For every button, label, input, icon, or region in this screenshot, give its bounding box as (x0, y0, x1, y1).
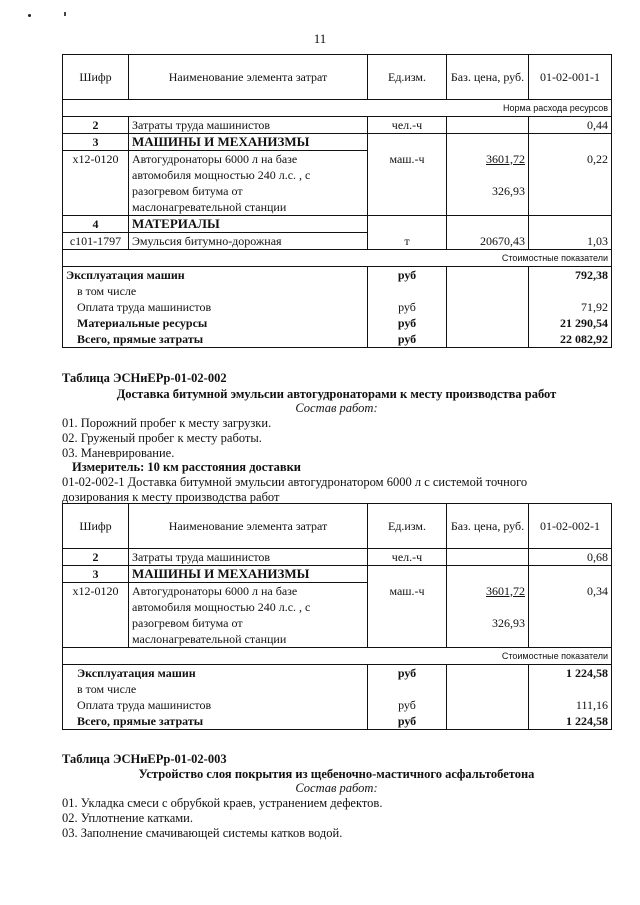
row-number: 2 (63, 549, 129, 566)
row-value: 1,03 (529, 233, 612, 250)
row-name-line: автомобиля мощностью 240 л.с. , с (132, 168, 311, 182)
total-unit: руб (368, 665, 447, 682)
work-step: 03. Маневрирование. (62, 446, 175, 460)
total-label: Материальные ресурсы (63, 315, 368, 331)
work-step: 01. Укладка смеси с обрубкой краев, устранением дефектов. (62, 796, 383, 810)
total-row (63, 315, 612, 331)
work-step: 01. Порожний пробег к месту загрузки. (62, 416, 272, 430)
row-name (129, 583, 368, 648)
row-name-line: маслонагревательной станции (132, 200, 287, 214)
total-unit: руб (368, 713, 447, 730)
total-label: Эксплуатация машин (63, 267, 368, 284)
row-name (129, 151, 368, 216)
row-name-line: разогревом битума от (132, 616, 243, 630)
total-value: 1 224,58 (529, 665, 612, 682)
total-row (63, 283, 612, 299)
row-code: с101-1797 (63, 233, 129, 250)
row-code: х12-0120 (63, 151, 129, 216)
total-value: 21 290,54 (529, 315, 612, 331)
price-labor: 326,93 (492, 183, 525, 198)
section-title: МАШИНЫ И МЕХАНИЗМЫ (129, 566, 368, 583)
col-header-norm-code: 01-02-002-1 (529, 504, 612, 549)
section-row (63, 134, 612, 151)
total-row (63, 299, 612, 315)
table-header-row (63, 55, 612, 100)
page-number: 11 (313, 31, 327, 46)
row-unit: чел.-ч (368, 117, 447, 134)
price-machine: 3601,72 (486, 151, 525, 166)
scan-mark (28, 14, 31, 17)
row-name: Эмульсия битумно-дорожная (129, 233, 368, 250)
total-label: в том числе (63, 283, 368, 299)
col-header-norm-code: 01-02-001-1 (529, 55, 612, 100)
row-price (447, 151, 529, 216)
total-row (63, 713, 612, 730)
row-price (447, 549, 529, 566)
total-label: Всего, прямые затраты (63, 331, 368, 348)
section-title: МАТЕРИАЛЫ (129, 216, 368, 233)
total-row (63, 665, 612, 682)
row-unit: т (368, 233, 447, 250)
total-row (63, 267, 612, 284)
resource-table-1 (62, 54, 612, 348)
row-price (447, 583, 529, 648)
total-label: Оплата труда машинистов (63, 299, 368, 315)
cost-label: Стоимостные показатели (63, 250, 612, 267)
row-value: 0,22 (529, 151, 612, 216)
table-header-row (63, 504, 612, 549)
row-unit: маш.-ч (368, 583, 447, 648)
section-row (63, 216, 612, 233)
col-header-unit: Ед.изм. (368, 55, 447, 100)
meter: Измеритель: 10 км расстояния доставки (72, 460, 302, 474)
total-value: 111,16 (529, 697, 612, 713)
total-label: в том числе (63, 681, 368, 697)
row-value: 0,68 (529, 549, 612, 566)
row-price (447, 117, 529, 134)
row-price: 20670,43 (447, 233, 529, 250)
row-unit: чел.-ч (368, 549, 447, 566)
work-step: 03. Заполнение смачивающей системы катков водой. (62, 826, 343, 840)
table-row (63, 117, 612, 134)
table-title: Таблица ЭСНиЕРр-01-02-003 (62, 752, 227, 766)
row-number: 2 (63, 117, 129, 134)
row-name-line: маслонагревательной станции (132, 632, 287, 646)
norm-label: Норма расхода ресурсов (63, 100, 612, 117)
row-value: 0,44 (529, 117, 612, 134)
work-composition-label: Состав работ: (295, 401, 378, 415)
section-number: 3 (63, 566, 129, 583)
total-value: 1 224,58 (529, 713, 612, 730)
description-line: дозирования к месту производства работ (62, 490, 280, 504)
cost-label: Стоимостные показатели (63, 648, 612, 665)
row-name-line: Автогудронаторы 6000 л на базе (132, 584, 298, 598)
col-header-name: Наименование элемента затрат (129, 504, 368, 549)
table-title: Таблица ЭСНиЕРр-01-02-002 (62, 371, 227, 385)
total-value: 792,38 (529, 267, 612, 284)
scan-mark (64, 12, 66, 16)
col-header-unit: Ед.изм. (368, 504, 447, 549)
table-row (63, 151, 612, 216)
row-name-line: разогревом битума от (132, 184, 243, 198)
row-unit: маш.-ч (368, 151, 447, 216)
section-heading: Доставка битумной эмульсии автогудронаторами к месту производства работ (116, 387, 557, 401)
cost-label-row (63, 250, 612, 267)
description-line: 01-02-002-1 Доставка битумной эмульсии автогудронатором 6000 л с системой точного (62, 475, 528, 489)
table-row (63, 583, 612, 648)
total-row (63, 331, 612, 348)
resource-table-2 (62, 503, 612, 730)
norm-label-row (63, 100, 612, 117)
total-unit: руб (368, 697, 447, 713)
total-value: 71,92 (529, 299, 612, 315)
section-heading: Устройство слоя покрытия из щебеночно-мастичного асфальтобетона (138, 767, 535, 781)
total-row (63, 697, 612, 713)
col-header-name: Наименование элемента затрат (129, 55, 368, 100)
work-composition-label: Состав работ: (295, 781, 378, 795)
total-unit: руб (368, 267, 447, 284)
row-name-line: автомобиля мощностью 240 л.с. , с (132, 600, 311, 614)
total-unit: руб (368, 331, 447, 348)
price-labor: 326,93 (492, 615, 525, 630)
table-row (63, 233, 612, 250)
col-header-price: Баз. цена, руб. (447, 55, 529, 100)
row-name-line: Автогудронаторы 6000 л на базе (132, 152, 298, 166)
col-header-price: Баз. цена, руб. (447, 504, 529, 549)
section-number: 3 (63, 134, 129, 151)
total-unit: руб (368, 315, 447, 331)
section-row (63, 566, 612, 583)
row-value: 0,34 (529, 583, 612, 648)
col-header-code: Шифр (63, 504, 129, 549)
work-step: 02. Груженый пробег к месту работы. (62, 431, 262, 445)
total-label: Оплата труда машинистов (63, 697, 368, 713)
total-label: Всего, прямые затраты (63, 713, 368, 730)
total-unit: руб (368, 299, 447, 315)
section-number: 4 (63, 216, 129, 233)
total-value: 22 082,92 (529, 331, 612, 348)
row-code: х12-0120 (63, 583, 129, 648)
col-header-code: Шифр (63, 55, 129, 100)
row-name: Затраты труда машинистов (129, 117, 368, 134)
row-name: Затраты труда машинистов (129, 549, 368, 566)
section-title: МАШИНЫ И МЕХАНИЗМЫ (129, 134, 368, 151)
work-step: 02. Уплотнение катками. (62, 811, 193, 825)
table-row (63, 549, 612, 566)
cost-label-row (63, 648, 612, 665)
price-machine: 3601,72 (486, 583, 525, 598)
total-label: Эксплуатация машин (63, 665, 368, 682)
total-row (63, 681, 612, 697)
